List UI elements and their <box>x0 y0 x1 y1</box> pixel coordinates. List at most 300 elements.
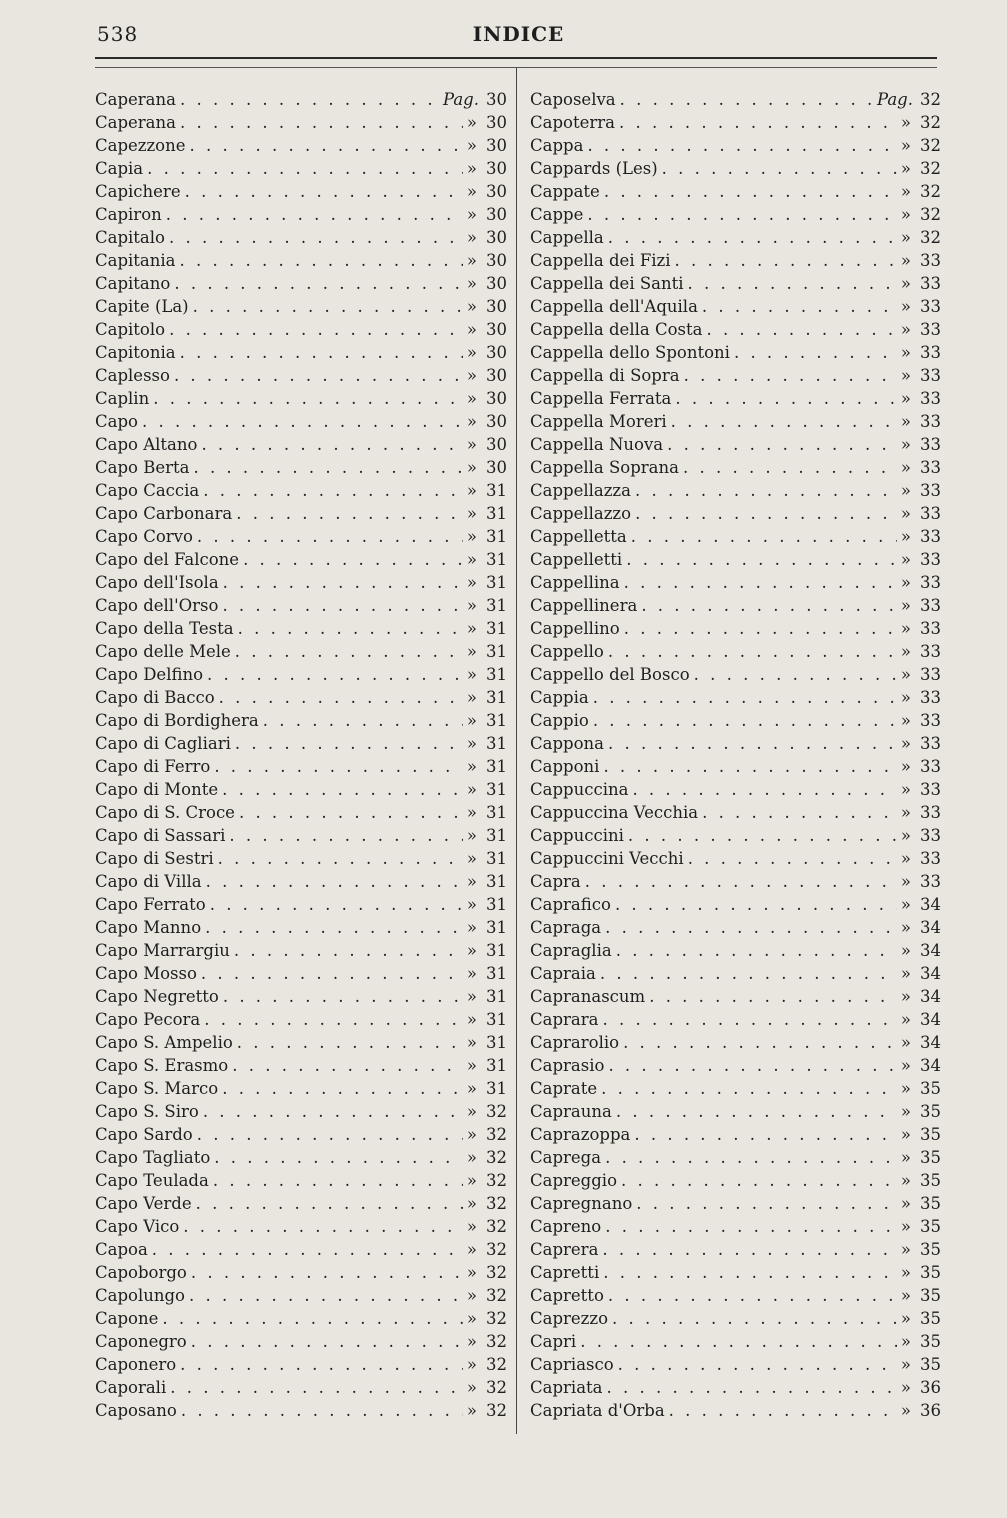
entry-name: Capo di Sestri <box>95 849 214 868</box>
entry-page-number: 35 <box>920 1217 941 1236</box>
ditto-mark: » <box>466 251 477 270</box>
entry-page-number: 34 <box>920 1033 941 1052</box>
entry-page-ref <box>901 1146 941 1169</box>
entry-page-ref <box>467 479 507 502</box>
entry-page-number: 33 <box>920 412 941 431</box>
dot-leader <box>180 111 463 134</box>
index-entry <box>530 801 941 824</box>
entry-page-ref <box>467 364 507 387</box>
dot-leader <box>624 571 897 594</box>
dot-leader <box>675 249 897 272</box>
entry-page-ref <box>467 985 507 1008</box>
entry-page-ref <box>467 594 507 617</box>
entry-page-ref <box>467 1100 507 1123</box>
entry-name: Capezzone <box>95 136 186 155</box>
dot-leader <box>626 548 897 571</box>
entry-name: Capo della Testa <box>95 619 234 638</box>
ditto-mark: » <box>466 1125 477 1144</box>
entry-page-ref <box>467 1192 507 1215</box>
entry-page-ref <box>901 1192 941 1215</box>
index-entry <box>530 410 941 433</box>
index-entry <box>95 1353 507 1376</box>
entry-name: Capo Corvo <box>95 527 193 546</box>
index-entry <box>530 778 941 801</box>
entry-name: Cappello <box>530 642 604 661</box>
ditto-mark: » <box>900 182 911 201</box>
entry-page-number: 30 <box>486 297 507 316</box>
index-entry <box>95 985 507 1008</box>
ditto-mark: » <box>466 366 477 385</box>
entry-page-number: 33 <box>920 849 941 868</box>
dot-leader <box>619 111 897 134</box>
dot-leader <box>185 180 463 203</box>
index-entry <box>530 1261 941 1284</box>
entry-page-ref <box>901 962 941 985</box>
entry-name: Cappella dei Santi <box>530 274 684 293</box>
column-divider <box>516 68 517 1434</box>
dot-leader <box>671 410 897 433</box>
entry-name: Caprezzo <box>530 1309 608 1328</box>
ditto-mark: » <box>466 1102 477 1121</box>
entry-page-number: 34 <box>920 941 941 960</box>
entry-page-ref <box>901 203 941 226</box>
entry-page-number: 30 <box>486 113 507 132</box>
entry-name: Capitano <box>95 274 171 293</box>
dot-leader <box>602 1008 896 1031</box>
ditto-mark: » <box>466 550 477 569</box>
ditto-mark: » <box>900 320 911 339</box>
index-entry <box>95 548 507 571</box>
index-entry <box>530 88 941 111</box>
entry-page-number: 33 <box>920 343 941 362</box>
entry-page-ref <box>467 824 507 847</box>
entry-name: Capo di Ferro <box>95 757 211 776</box>
ditto-mark: » <box>900 780 911 799</box>
entry-name: Caposano <box>95 1401 177 1420</box>
entry-page-ref <box>901 1008 941 1031</box>
index-entry <box>95 1031 507 1054</box>
entry-page-number: 33 <box>920 688 941 707</box>
entry-page-ref <box>901 640 941 663</box>
dot-leader <box>162 1307 463 1330</box>
entry-page-ref <box>467 663 507 686</box>
index-entry <box>530 893 941 916</box>
entry-name: Capo di Villa <box>95 872 202 891</box>
entry-page-ref <box>901 387 941 410</box>
entry-page-ref <box>901 1054 941 1077</box>
entry-page-ref <box>467 847 507 870</box>
entry-name: Cappella <box>530 228 604 247</box>
index-entry <box>95 180 507 203</box>
entry-name: Capo del Falcone <box>95 550 240 569</box>
entry-page-number: 30 <box>486 205 507 224</box>
entry-page-number: 31 <box>486 711 507 730</box>
entry-page-ref <box>901 824 941 847</box>
index-entry <box>95 318 507 341</box>
index-entry <box>95 364 507 387</box>
entry-page-number: 31 <box>486 987 507 1006</box>
entry-page-ref <box>467 1215 507 1238</box>
entry-page-number: 30 <box>486 320 507 339</box>
entry-page-number: 33 <box>920 297 941 316</box>
entry-name: Cappella Ferrata <box>530 389 672 408</box>
index-entry <box>95 1146 507 1169</box>
entry-name: Capraga <box>530 918 602 937</box>
entry-name: Capreno <box>530 1217 602 1236</box>
entry-page-number: 35 <box>920 1240 941 1259</box>
entry-name: Cappella della Costa <box>530 320 703 339</box>
dot-leader <box>608 640 897 663</box>
entry-page-number: 33 <box>920 504 941 523</box>
entry-name: Cappuccini <box>530 826 624 845</box>
index-entry <box>530 1054 941 1077</box>
dot-leader <box>587 134 896 157</box>
entry-name: Capo Pecora <box>95 1010 201 1029</box>
index-entry <box>95 1399 507 1422</box>
index-entry <box>530 479 941 502</box>
ditto-mark: » <box>466 872 477 891</box>
dot-leader <box>203 479 463 502</box>
entry-page-ref <box>467 157 507 180</box>
entry-name: Caplesso <box>95 366 170 385</box>
entry-page-number: 31 <box>486 826 507 845</box>
entry-page-ref <box>901 1261 941 1284</box>
entry-page-number: 35 <box>920 1355 941 1374</box>
entry-page-ref <box>467 939 507 962</box>
index-entry <box>95 134 507 157</box>
index-entry <box>530 1284 941 1307</box>
dot-leader <box>683 456 897 479</box>
entry-page-number: 31 <box>486 757 507 776</box>
ditto-mark: » <box>900 1194 911 1213</box>
entry-page-number: 33 <box>920 366 941 385</box>
entry-name: Cappellina <box>530 573 620 592</box>
entry-name: Cappella di Sopra <box>530 366 680 385</box>
index-entry <box>530 732 941 755</box>
entry-page-number: 34 <box>920 918 941 937</box>
index-entry <box>530 364 941 387</box>
dot-leader <box>623 1031 897 1054</box>
dot-leader <box>152 1238 463 1261</box>
index-entry <box>530 847 941 870</box>
ditto-mark: » <box>466 688 477 707</box>
entry-page-ref <box>901 548 941 571</box>
dot-leader <box>601 1077 897 1100</box>
entry-name: Capo S. Siro <box>95 1102 199 1121</box>
index-entry <box>530 249 941 272</box>
entry-page-number: 31 <box>486 872 507 891</box>
index-entry <box>530 594 941 617</box>
entry-name: Capo S. Erasmo <box>95 1056 229 1075</box>
index-entry <box>95 1169 507 1192</box>
entry-name: Cappio <box>530 711 589 730</box>
index-entry <box>530 525 941 548</box>
entry-page-number: 32 <box>486 1332 507 1351</box>
entry-page-ref <box>901 686 941 709</box>
dot-leader <box>608 226 897 249</box>
entry-page-ref <box>901 1077 941 1100</box>
dot-leader <box>603 1261 897 1284</box>
entry-page-ref <box>901 1353 941 1376</box>
index-column-left <box>95 88 507 1422</box>
dot-leader <box>636 1192 897 1215</box>
entry-page-ref <box>467 1399 507 1422</box>
ditto-mark: » <box>900 849 911 868</box>
entry-page-ref <box>901 755 941 778</box>
dot-leader <box>193 295 463 318</box>
dot-leader <box>608 1284 897 1307</box>
entry-page-number: 31 <box>486 1079 507 1098</box>
ditto-mark: » <box>466 481 477 500</box>
entry-page-ref <box>901 870 941 893</box>
dot-leader <box>237 1031 463 1054</box>
ditto-mark: » <box>466 159 477 178</box>
entry-page-ref <box>901 502 941 525</box>
dot-leader <box>166 203 463 226</box>
index-entry <box>95 157 507 180</box>
entry-name: Capraglia <box>530 941 612 960</box>
ditto-mark: » <box>900 918 911 937</box>
entry-page-number: 33 <box>920 596 941 615</box>
entry-name: Cappuccina Vecchia <box>530 803 699 822</box>
dot-leader <box>593 709 897 732</box>
index-entry <box>95 640 507 663</box>
entry-page-ref <box>901 341 941 364</box>
dot-leader <box>181 1399 463 1422</box>
index-entry <box>95 203 507 226</box>
dot-leader <box>189 1284 463 1307</box>
index-entry <box>530 203 941 226</box>
entry-name: Cappella dell'Aquila <box>530 297 698 316</box>
entry-page-ref <box>467 1238 507 1261</box>
ditto-mark: » <box>900 412 911 431</box>
entry-page-number: 33 <box>920 757 941 776</box>
entry-name: Caplin <box>95 389 150 408</box>
entry-page-number: 32 <box>920 228 941 247</box>
entry-page-ref <box>901 226 941 249</box>
ditto-mark: » <box>466 297 477 316</box>
index-entry <box>530 111 941 134</box>
entry-page-number: 34 <box>920 964 941 983</box>
dot-leader <box>236 502 463 525</box>
entry-page-number: 30 <box>486 274 507 293</box>
dot-leader <box>702 801 897 824</box>
entry-name: Cappellinera <box>530 596 638 615</box>
entry-page-ref <box>467 1123 507 1146</box>
entry-page-ref <box>467 180 507 203</box>
index-entry <box>95 456 507 479</box>
entry-page-ref <box>901 272 941 295</box>
entry-name: Capo di Bordighera <box>95 711 259 730</box>
entry-page-ref <box>901 180 941 203</box>
index-entry <box>95 939 507 962</box>
ditto-mark: » <box>900 458 911 477</box>
entry-name: Cappuccina <box>530 780 629 799</box>
dot-leader <box>618 1353 897 1376</box>
dot-leader <box>600 962 897 985</box>
ditto-mark: » <box>466 711 477 730</box>
entry-name: Caprera <box>530 1240 599 1259</box>
entry-page-number: 35 <box>920 1194 941 1213</box>
entry-page-ref <box>901 801 941 824</box>
entry-page-ref <box>901 295 941 318</box>
ditto-mark: » <box>900 1171 911 1190</box>
entry-page-ref <box>467 525 507 548</box>
entry-page-ref <box>467 1261 507 1284</box>
index-entry <box>95 847 507 870</box>
entry-page-ref <box>467 203 507 226</box>
entry-name: Capo di Sassari <box>95 826 226 845</box>
index-entry <box>530 640 941 663</box>
entry-name: Cappello del Bosco <box>530 665 690 684</box>
index-entry <box>530 571 941 594</box>
ditto-mark: » <box>466 1217 477 1236</box>
entry-page-number: 35 <box>920 1148 941 1167</box>
index-entry <box>95 1330 507 1353</box>
entry-name: Caprauna <box>530 1102 612 1121</box>
entry-page-number: 31 <box>486 918 507 937</box>
index-entry <box>95 1192 507 1215</box>
entry-name: Capregnano <box>530 1194 633 1213</box>
entry-name: Capo di Bacco <box>95 688 215 707</box>
dot-leader <box>174 364 463 387</box>
ditto-mark: » <box>466 1033 477 1052</box>
entry-name: Capo Tagliato <box>95 1148 211 1167</box>
dot-leader <box>213 1169 463 1192</box>
entry-page-number: 33 <box>920 251 941 270</box>
index-entry <box>95 88 507 111</box>
entry-name: Capo S. Marco <box>95 1079 219 1098</box>
entry-page-number: 33 <box>920 481 941 500</box>
entry-name: Capri <box>530 1332 577 1351</box>
index-entry <box>95 410 507 433</box>
entry-name: Capoa <box>95 1240 148 1259</box>
entry-page-number: 36 <box>920 1401 941 1420</box>
entry-page-number: 31 <box>486 688 507 707</box>
ditto-mark: » <box>466 412 477 431</box>
ditto-mark: » <box>900 481 911 500</box>
entry-page-number: 31 <box>486 596 507 615</box>
entry-name: Capo Sardo <box>95 1125 193 1144</box>
ditto-mark: » <box>466 780 477 799</box>
index-entry <box>95 1100 507 1123</box>
index-entry <box>530 456 941 479</box>
entry-page-number: 34 <box>920 1056 941 1075</box>
ditto-mark: » <box>900 136 911 155</box>
index-entry <box>530 617 941 640</box>
entry-page-ref <box>901 847 941 870</box>
index-entry <box>95 594 507 617</box>
index-entry <box>95 1054 507 1077</box>
ditto-mark: » <box>900 159 911 178</box>
dot-leader <box>734 341 897 364</box>
entry-page-number: 31 <box>486 573 507 592</box>
entry-name: Capo S. Ampelio <box>95 1033 233 1052</box>
ditto-mark: » <box>900 596 911 615</box>
entry-page-number: 30 <box>486 159 507 178</box>
ditto-mark: » <box>466 987 477 1006</box>
dot-leader <box>214 755 463 778</box>
entry-page-number: 35 <box>920 1309 941 1328</box>
ditto-mark: » <box>900 1355 911 1374</box>
entry-page-ref <box>467 962 507 985</box>
dot-leader <box>235 732 463 755</box>
ditto-mark: » <box>466 182 477 201</box>
entry-page-number: 33 <box>920 665 941 684</box>
entry-page-ref <box>901 663 941 686</box>
entry-name: Caperana <box>95 113 176 132</box>
entry-page-number: 31 <box>486 527 507 546</box>
entry-page-ref <box>901 594 941 617</box>
entry-page-number: 34 <box>920 1010 941 1029</box>
index-entry <box>95 1008 507 1031</box>
entry-page-ref <box>467 502 507 525</box>
ditto-mark: » <box>466 1171 477 1190</box>
entry-name: Caprazoppa <box>530 1125 631 1144</box>
entry-page-ref <box>467 1031 507 1054</box>
entry-name: Caponero <box>95 1355 177 1374</box>
ditto-mark: » <box>900 205 911 224</box>
index-entry <box>530 1146 941 1169</box>
entry-page-ref <box>901 157 941 180</box>
entry-page-ref <box>901 479 941 502</box>
ditto-mark: » <box>466 1148 477 1167</box>
index-entry <box>530 1100 941 1123</box>
entry-page-number: 33 <box>920 872 941 891</box>
index-entry <box>530 916 941 939</box>
entry-page-ref <box>467 318 507 341</box>
index-entry <box>95 778 507 801</box>
entry-page-ref <box>467 1008 507 1031</box>
index-entry <box>95 686 507 709</box>
ditto-mark: » <box>900 550 911 569</box>
entry-name: Caporali <box>95 1378 167 1397</box>
index-entry <box>530 824 941 847</box>
ditto-mark: » <box>900 688 911 707</box>
entry-page-number: 31 <box>486 642 507 661</box>
ditto-mark: » <box>466 205 477 224</box>
index-entry <box>530 180 941 203</box>
entry-page-ref <box>467 801 507 824</box>
entry-name: Cappards (Les) <box>530 159 658 178</box>
ditto-mark: » <box>466 1263 477 1282</box>
index-entry <box>95 226 507 249</box>
index-entry <box>530 1238 941 1261</box>
entry-page-ref <box>467 295 507 318</box>
dot-leader <box>593 686 897 709</box>
ditto-mark: » <box>466 504 477 523</box>
ditto-mark: » <box>466 228 477 247</box>
dot-leader <box>174 272 463 295</box>
ditto-mark: » <box>466 734 477 753</box>
ditto-mark: » <box>900 1102 911 1121</box>
dot-leader <box>649 985 897 1008</box>
dot-leader <box>191 1261 463 1284</box>
entry-page-ref <box>467 226 507 249</box>
entry-name: Capo Altano <box>95 435 198 454</box>
dot-leader <box>190 134 463 157</box>
entry-page-ref <box>901 893 941 916</box>
entry-name: Capo Delfino <box>95 665 204 684</box>
entry-page-number: 35 <box>920 1263 941 1282</box>
dot-leader <box>605 1146 897 1169</box>
entry-name: Capoterra <box>530 113 615 132</box>
entry-name: Capo Negretto <box>95 987 219 1006</box>
entry-name: Capo <box>95 412 138 431</box>
index-entry <box>530 1353 941 1376</box>
index-entry <box>530 1215 941 1238</box>
entry-name: Caprate <box>530 1079 598 1098</box>
